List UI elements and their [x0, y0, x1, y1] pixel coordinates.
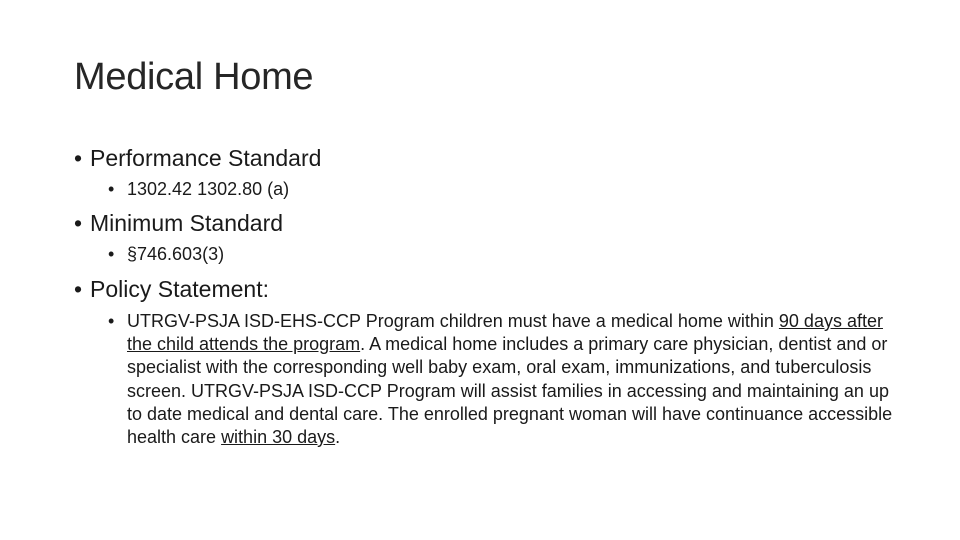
- policy-underline-30-days: within 30 days: [221, 427, 336, 448]
- slide-title: Medical Home: [74, 56, 314, 98]
- bullet-label: Performance Standard: [90, 145, 322, 171]
- bullet-marker: •: [108, 311, 115, 331]
- policy-text-part-2: . A medical home includes a primary care physician, dentist and or specialist with the corresponding well baby exam, oral exam, immunizations, and tuberculosis screen. UTRGV-PSJA ISD-CCP Program will assist families in accessing and maintaining an up to date medical and dental care. The enrolled pregnant woman will have continuance accessible health care: [127, 334, 893, 448]
- policy-paragraph: [127, 310, 898, 449]
- bullet-marker: •: [74, 276, 83, 302]
- sub-bullet-label: 1302.42 1302.80 (a): [127, 179, 290, 199]
- bullet-marker: •: [74, 210, 83, 236]
- policy-statement-text: [108, 310, 898, 449]
- policy-text-part-1: UTRGV-PSJA ISD-EHS-CCP Program children must have a medical home within: [127, 311, 779, 331]
- bullet-marker: •: [108, 244, 115, 264]
- sub-bullet-performance-code: [108, 179, 289, 200]
- bullet-label: Minimum Standard: [90, 210, 284, 236]
- bullet-marker: •: [74, 145, 83, 171]
- sub-bullet-minimum-code: [108, 244, 224, 265]
- bullet-marker: •: [108, 179, 115, 199]
- sub-bullet-label: §746.603(3): [127, 244, 225, 264]
- bullet-minimum-standard: [74, 210, 283, 237]
- bullet-performance-standard: [74, 145, 321, 172]
- policy-text-part-3: .: [335, 427, 341, 448]
- bullet-policy-statement: [74, 276, 269, 303]
- policy-underline-90-days: 90 days after the child attends the program: [127, 311, 883, 355]
- bullet-label: Policy Statement:: [90, 276, 269, 302]
